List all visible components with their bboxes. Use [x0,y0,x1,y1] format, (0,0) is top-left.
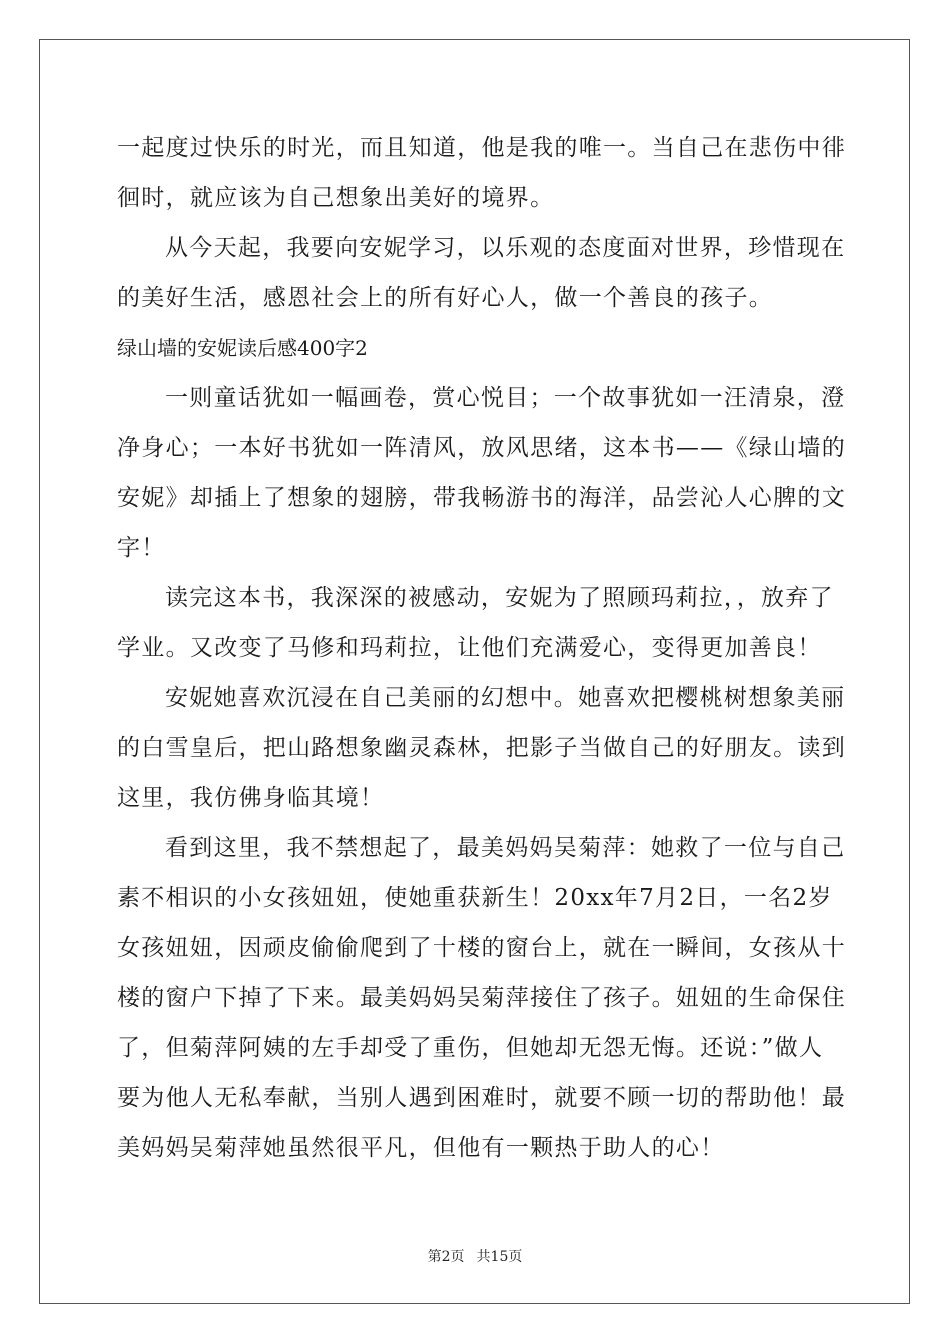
paragraph-start: 安妮她喜欢沉浸在自己美丽的幻想中。她喜欢把樱桃树想象美丽 [165,685,846,711]
document-body [117,123,846,1173]
text-line: 学业。又改变了马修和玛莉拉，让他们充满爱心，变得更加善良！ [117,635,822,661]
text-line: 的白雪皇后，把山路想象幽灵森林，把影子当做自己的好朋友。读到 [117,735,846,761]
text-line: 美妈妈吴菊萍她虽然很平凡，但他有一颗热于助人的心！ [117,1135,725,1161]
text-line: 一起度过快乐的时光，而且知道，他是我的唯一。当自己在悲伤中徘 [117,135,846,161]
text-line: 的美好生活，感恩社会上的所有好心人，做一个善良的孩子。 [117,285,774,311]
page-footer [0,1246,950,1266]
page-number: 第2页 [427,1249,465,1265]
text-line: 安妮》却插上了想象的翅膀，带我畅游书的海洋，品尝沁人心脾的文 [117,485,846,511]
paragraph-start: 一则童话犹如一幅画卷，赏心悦目；一个故事犹如一汪清泉，澄 [165,385,846,411]
paragraph-start: 看到这里，我不禁想起了，最美妈妈吴菊萍：她救了一位与自己 [165,835,846,861]
text-line: 要为他人无私奉献，当别人遇到困难时，就要不顾一切的帮助他！最 [117,1085,846,1111]
text-line: 字！ [117,535,166,561]
paragraph-start: 读完这本书，我深深的被感动，安妮为了照顾玛莉拉，，放弃了 [165,585,834,611]
text-line: 了，但菊萍阿姨的左手却受了重伤，但她却无怨无悔。还说：”做人 [117,1035,824,1061]
text-line: 楼的窗户下掉了下来。最美妈妈吴菊萍接住了孩子。妞妞的生命保住 [117,985,846,1011]
text-line: 徊时，就应该为自己想象出美好的境界。 [117,185,555,211]
text-line: 净身心；一本好书犹如一阵清风，放风思绪，这本书——《绿山墙的 [117,435,846,461]
text-line: 素不相识的小女孩妞妞，使她重获新生！20xx年7月2日，一名2岁 [117,885,833,911]
page-total: 共15页 [476,1249,523,1265]
text-line: 女孩妞妞，因顽皮偷偷爬到了十楼的窗台上，就在一瞬间，女孩从十 [117,935,846,961]
section-heading: 绿山墙的安妮读后感400字2 [117,336,368,360]
text-line: 这里，我仿佛身临其境！ [117,785,385,811]
paragraph-start: 从今天起，我要向安妮学习，以乐观的态度面对世界，珍惜现在 [165,235,846,261]
